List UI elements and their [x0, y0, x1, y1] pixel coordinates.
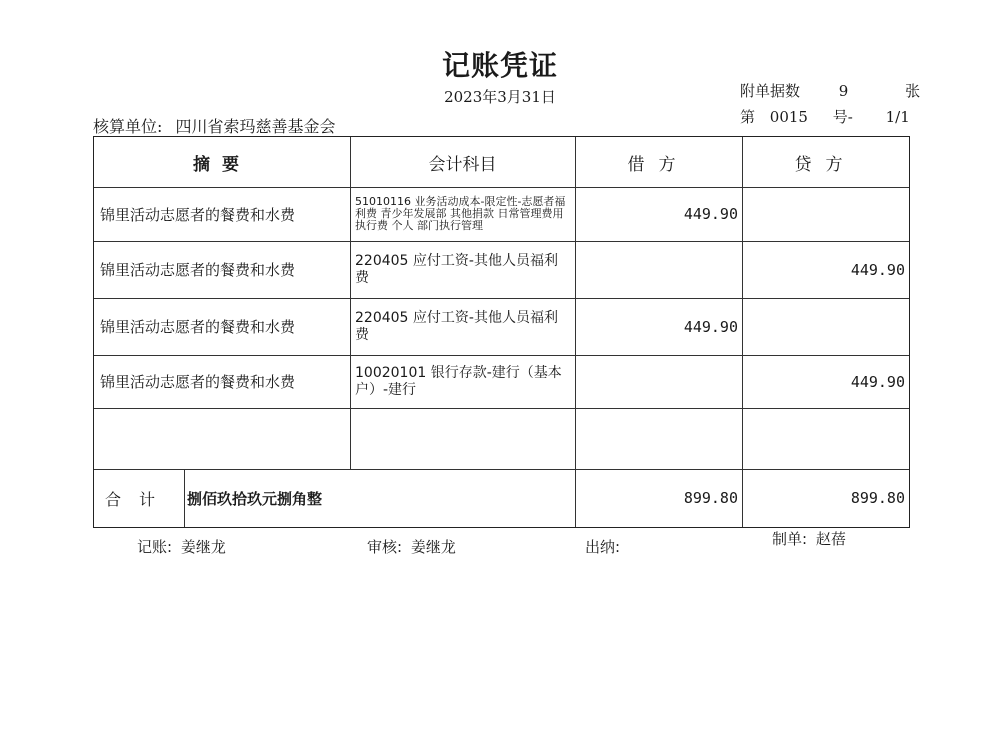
- cashier-signature: [585, 536, 624, 557]
- row-2-debit: [575, 241, 742, 298]
- row-5-subject: [350, 408, 575, 469]
- row-4-summary: 锦里活动志愿者的餐费和水费: [100, 373, 296, 391]
- header-credit: 贷方: [794, 154, 857, 175]
- row-1-subject: 51010116 业务活动成本-限定性-志愿者福利费 青少年发展部 其他捐款 日常管理费用 执行费 个人 部门执行管理: [355, 195, 566, 232]
- row-5-summary: [94, 408, 350, 469]
- row-2-credit: 449.90: [850, 260, 905, 279]
- preparer-label: 制单:: [772, 530, 808, 548]
- voucher-title: 记账凭证: [441, 49, 558, 82]
- row-3-summary: 锦里活动志愿者的餐费和水费: [100, 318, 296, 336]
- accounting-unit-name: 四川省索玛慈善基金会: [175, 117, 336, 136]
- row-1-credit: [742, 187, 909, 241]
- accounting-unit-label: 核算单位:: [93, 117, 163, 136]
- attachment-suffix: 张: [905, 82, 921, 100]
- voucher-prefix: 第: [740, 108, 756, 126]
- row-3-subject: 220405 应付工资-其他人员福利费: [355, 309, 558, 343]
- voucher-date: 2023年3月31日: [444, 88, 556, 106]
- reviewer-label: 审核:: [367, 538, 403, 556]
- voucher-number: [740, 106, 910, 127]
- accounting-unit: [93, 114, 336, 137]
- row-2-summary: 锦里活动志愿者的餐费和水费: [100, 261, 296, 279]
- voucher-number-value: 0015: [769, 108, 808, 126]
- row-3-credit: [742, 298, 909, 355]
- row-1-debit: 449.90: [683, 205, 738, 223]
- attachment-label: 附单据数: [740, 82, 801, 100]
- preparer-name: 赵蓓: [815, 530, 846, 548]
- bookkeeper-label: 记账:: [137, 538, 173, 556]
- cashier-label: 出纳:: [585, 538, 621, 556]
- reviewer-name: 姜继龙: [410, 538, 456, 556]
- row-4-credit: 449.90: [850, 372, 905, 391]
- bookkeeper-name: 姜继龙: [180, 538, 226, 556]
- attachment-count: [740, 80, 920, 101]
- bookkeeper-signature: [137, 536, 226, 557]
- row-5-credit: [742, 408, 909, 469]
- total-amount-words: 捌佰玖拾玖元捌角整: [187, 489, 323, 508]
- row-5-debit: [575, 408, 742, 469]
- total-credit: 899.80: [850, 489, 905, 507]
- total-label: 合计: [104, 489, 173, 509]
- preparer-signature: [772, 528, 846, 549]
- voucher-mid: 号-: [832, 108, 853, 126]
- row-4-subject: 10020101 银行存款-建行（基本户）-建行: [355, 364, 562, 398]
- header-debit: 借方: [627, 154, 690, 175]
- header-summary: 摘要: [193, 154, 251, 175]
- reviewer-signature: [367, 536, 456, 557]
- header-subject: 会计科目: [428, 154, 497, 175]
- row-4-debit: [575, 355, 742, 408]
- row-2-subject: 220405 应付工资-其他人员福利费: [355, 252, 558, 286]
- row-3-debit: 449.90: [683, 317, 738, 336]
- attachment-number: 9: [838, 82, 849, 100]
- total-debit: 899.80: [683, 489, 738, 507]
- row-1-summary: 锦里活动志愿者的餐费和水费: [100, 205, 296, 224]
- voucher-page: 1/1: [885, 108, 910, 126]
- voucher-table: [93, 136, 910, 528]
